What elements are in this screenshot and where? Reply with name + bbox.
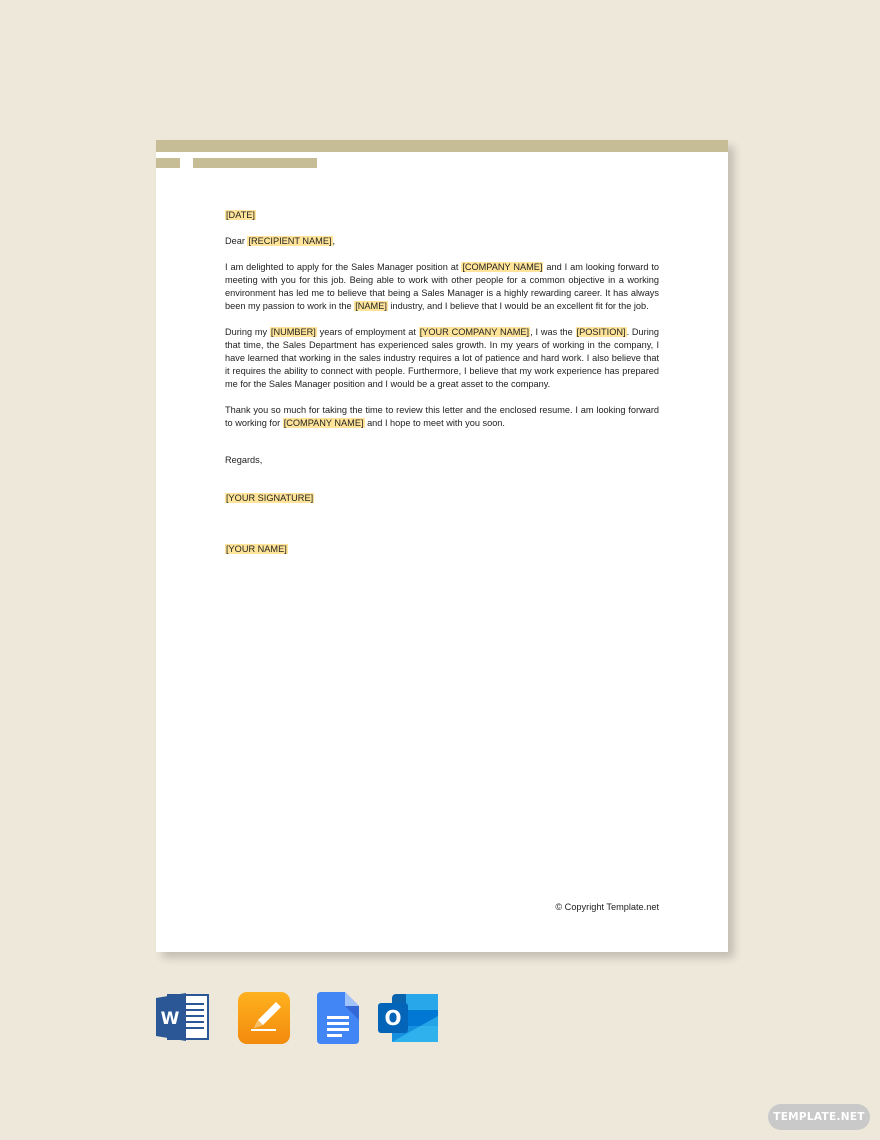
p2-text-1: During my	[225, 327, 270, 337]
letter-body	[225, 209, 659, 556]
p1-text-3: industry, and I believe that I would be an excellent fit for the job.	[387, 301, 649, 311]
your-name-placeholder: [YOUR NAME]	[226, 544, 287, 554]
your-company-placeholder: [YOUR COMPANY NAME]	[419, 327, 530, 337]
header-accent-bar	[156, 140, 728, 152]
header-accent-block-long	[193, 158, 317, 168]
name-line	[225, 543, 659, 556]
signature-line	[225, 492, 659, 505]
p2-text-4: . During that time, the Sales Department has experienced sales growth. In my years of working in the company, I have learned that working in the sales industry requires a lot of patience and hard work. I also believe that it requires the ability to connect with people. Furthermore, I believe that my work experience has prepared me for the Sales Manager position and I would be a great asset to the company.	[225, 327, 659, 389]
number-placeholder: [NUMBER]	[270, 327, 316, 337]
p2-text-3: , I was the	[530, 327, 576, 337]
p3-text-2: and I hope to meet with you soon.	[364, 418, 505, 428]
greeting-comma: ,	[332, 236, 336, 246]
body-paragraph-2	[225, 326, 659, 391]
letter-page	[156, 140, 728, 952]
pages-icon[interactable]	[238, 992, 290, 1044]
outlook-glyph: O	[384, 1006, 402, 1030]
p1-text-1: I am delighted to apply for the Sales Manager position at	[225, 262, 462, 272]
word-glyph: W	[160, 1009, 180, 1029]
company-placeholder: [COMPANY NAME]	[462, 262, 543, 272]
recipient-placeholder: [RECIPIENT NAME]	[248, 236, 332, 246]
word-icon[interactable]	[156, 992, 210, 1042]
position-placeholder: [POSITION]	[576, 327, 626, 337]
closing-line: Regards,	[225, 455, 263, 465]
greeting-text: Dear	[225, 236, 248, 246]
copyright-text: © Copyright Template.net	[555, 902, 659, 912]
date-placeholder: [DATE]	[226, 210, 255, 220]
header-accent-block-small	[156, 158, 180, 168]
p2-text-2: years of employment at	[316, 327, 419, 337]
p1-text-2: and I am looking forward to meeting with you for this job. Being able to work with other people for a common objective in a working environment has led me to believe that being a Sales Manager is a highly rewarding career. It has always been my passion to work in the	[225, 262, 659, 311]
p3-text-1: Thank you so much for taking the time to review this letter and the enclosed resume. I am looking forward to working for	[225, 405, 659, 428]
template-net-badge[interactable]: TEMPLATE.NET	[768, 1104, 870, 1130]
outlook-icon[interactable]	[378, 992, 440, 1044]
google-docs-icon[interactable]	[317, 992, 359, 1044]
body-paragraph-3	[225, 404, 659, 430]
signature-placeholder: [YOUR SIGNATURE]	[226, 493, 314, 503]
company-placeholder-2: [COMPANY NAME]	[283, 418, 364, 428]
date-line	[225, 209, 659, 222]
body-paragraph-1	[225, 261, 659, 313]
greeting-line	[225, 235, 659, 248]
industry-name-placeholder: [NAME]	[355, 301, 387, 311]
